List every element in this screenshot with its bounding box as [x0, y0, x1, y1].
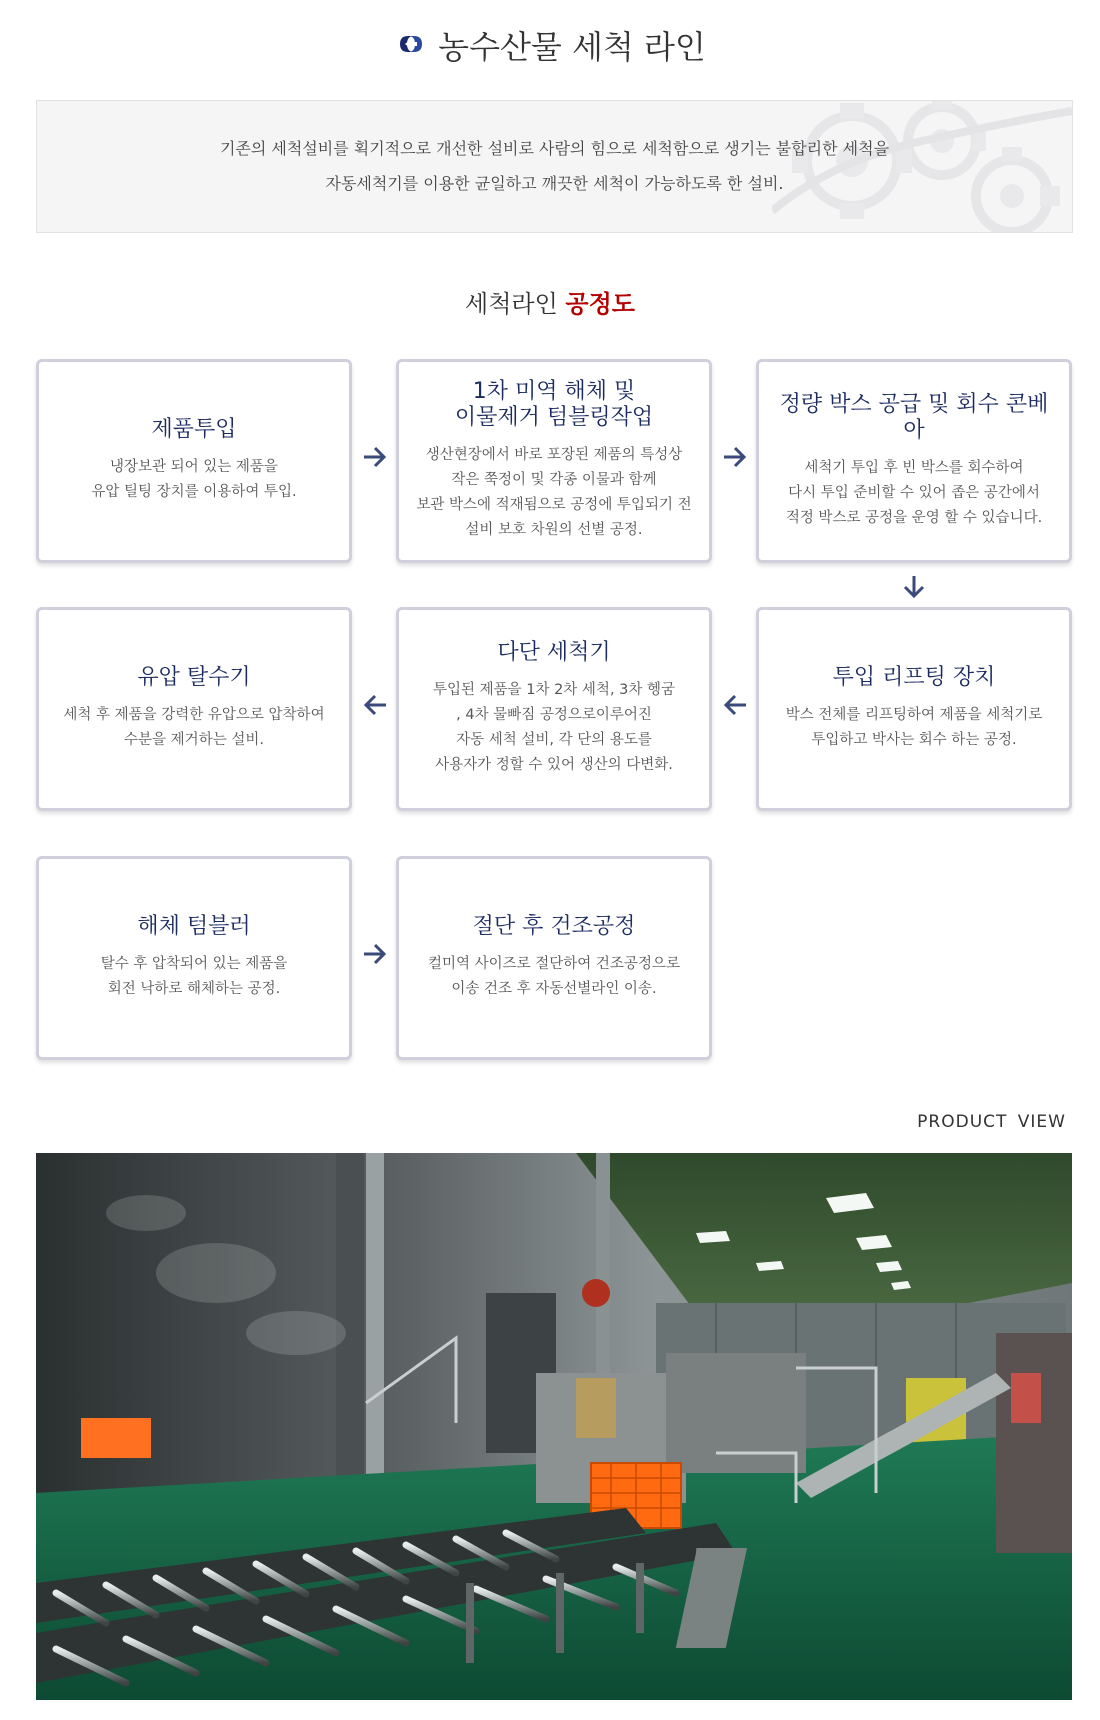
process-step-card: [396, 607, 712, 811]
intro-line-1: 기존의 세척설비를 획기적으로 개선한 설비로 사람의 힘으로 세척함으로 생기는 불합리한 세척을: [219, 139, 890, 158]
brand-logo-icon: [394, 21, 428, 67]
step-title: 유압 탈수기: [137, 665, 251, 690]
intro-line-2: 자동세척기를 이용한 균일하고 깨끗한 세척이 가능하도록 한 설비.: [325, 174, 784, 193]
step-title: 투입 리프팅 장치: [832, 665, 996, 690]
product-photo: [36, 1153, 1072, 1700]
step-description: 박스 전체를 리프팅하여 제품을 세척기로 투입하고 박사는 회수 하는 공정.: [785, 707, 1043, 748]
process-step-card: [36, 607, 352, 811]
step-description: 컬미역 사이즈로 절단하여 건조공정으로 이송 건조 후 자동선별라인 이송.: [428, 956, 680, 997]
arrow-left-icon: [362, 692, 388, 718]
process-step-card: [396, 856, 712, 1060]
step-description: 생산현장에서 바로 포장된 제품의 특성상 작은 쭉정이 및 각종 이물과 함께 보관 박스에 적재됨으로 공정에 투입되기 전 설비 보호 차원의 선별 공정.: [416, 447, 692, 538]
arrow-left-icon: [722, 692, 748, 718]
arrow-right-icon: [362, 941, 388, 967]
arrow-right-icon: [722, 444, 748, 470]
step-title: 다단 세척기: [497, 640, 611, 665]
process-heading-accent: 공정도: [565, 290, 635, 318]
step-description: 세척 후 제품을 강력한 유압으로 압착하여 수분을 제거하는 설비.: [63, 707, 325, 748]
step-title: 정량 박스 공급 및 회수 콘베아: [779, 391, 1049, 443]
process-step-card: [36, 856, 352, 1060]
intro-box: [36, 100, 1073, 233]
step-title: 제품투입: [151, 417, 237, 442]
process-step-card: [396, 359, 712, 563]
step-title: 절단 후 건조공정: [472, 914, 636, 939]
page-title: [0, 22, 1100, 70]
page-title-text: 농수산물 세척 라인: [438, 28, 706, 66]
step-title: 해체 텀블러: [137, 914, 251, 939]
step-title: 1차 미역 해체 및 이물제거 텀블링작업: [454, 379, 654, 430]
step-description: 탈수 후 압착되어 있는 제품을 회전 낙하로 해체하는 공정.: [100, 956, 288, 997]
product-view-label: PRODUCT VIEW: [917, 1112, 1066, 1132]
process-step-card: [36, 359, 352, 563]
step-description: 투입된 제품을 1차 2차 세척, 3차 헹굼 , 4차 물빠짐 공정으로이루어진 자동 세척 설비, 각 단의 용도를 사용자가 정할 수 있어 생산의 다변화.: [432, 682, 676, 773]
arrow-down-icon: [901, 574, 927, 600]
step-description: 세척기 투입 후 빈 박스를 회수하여 다시 투입 준비할 수 있어 좁은 공간에서 적정 박스로 공정을 운영 할 수 있습니다.: [785, 459, 1043, 526]
process-heading-prefix: 세척라인: [465, 290, 566, 318]
process-heading: [0, 286, 1100, 322]
step-description: 냉장보관 되어 있는 제품을 유압 틸팅 장치를 이용하여 투입.: [91, 459, 297, 500]
process-step-card: [756, 359, 1072, 563]
process-step-card: [756, 607, 1072, 811]
arrow-right-icon: [362, 444, 388, 470]
